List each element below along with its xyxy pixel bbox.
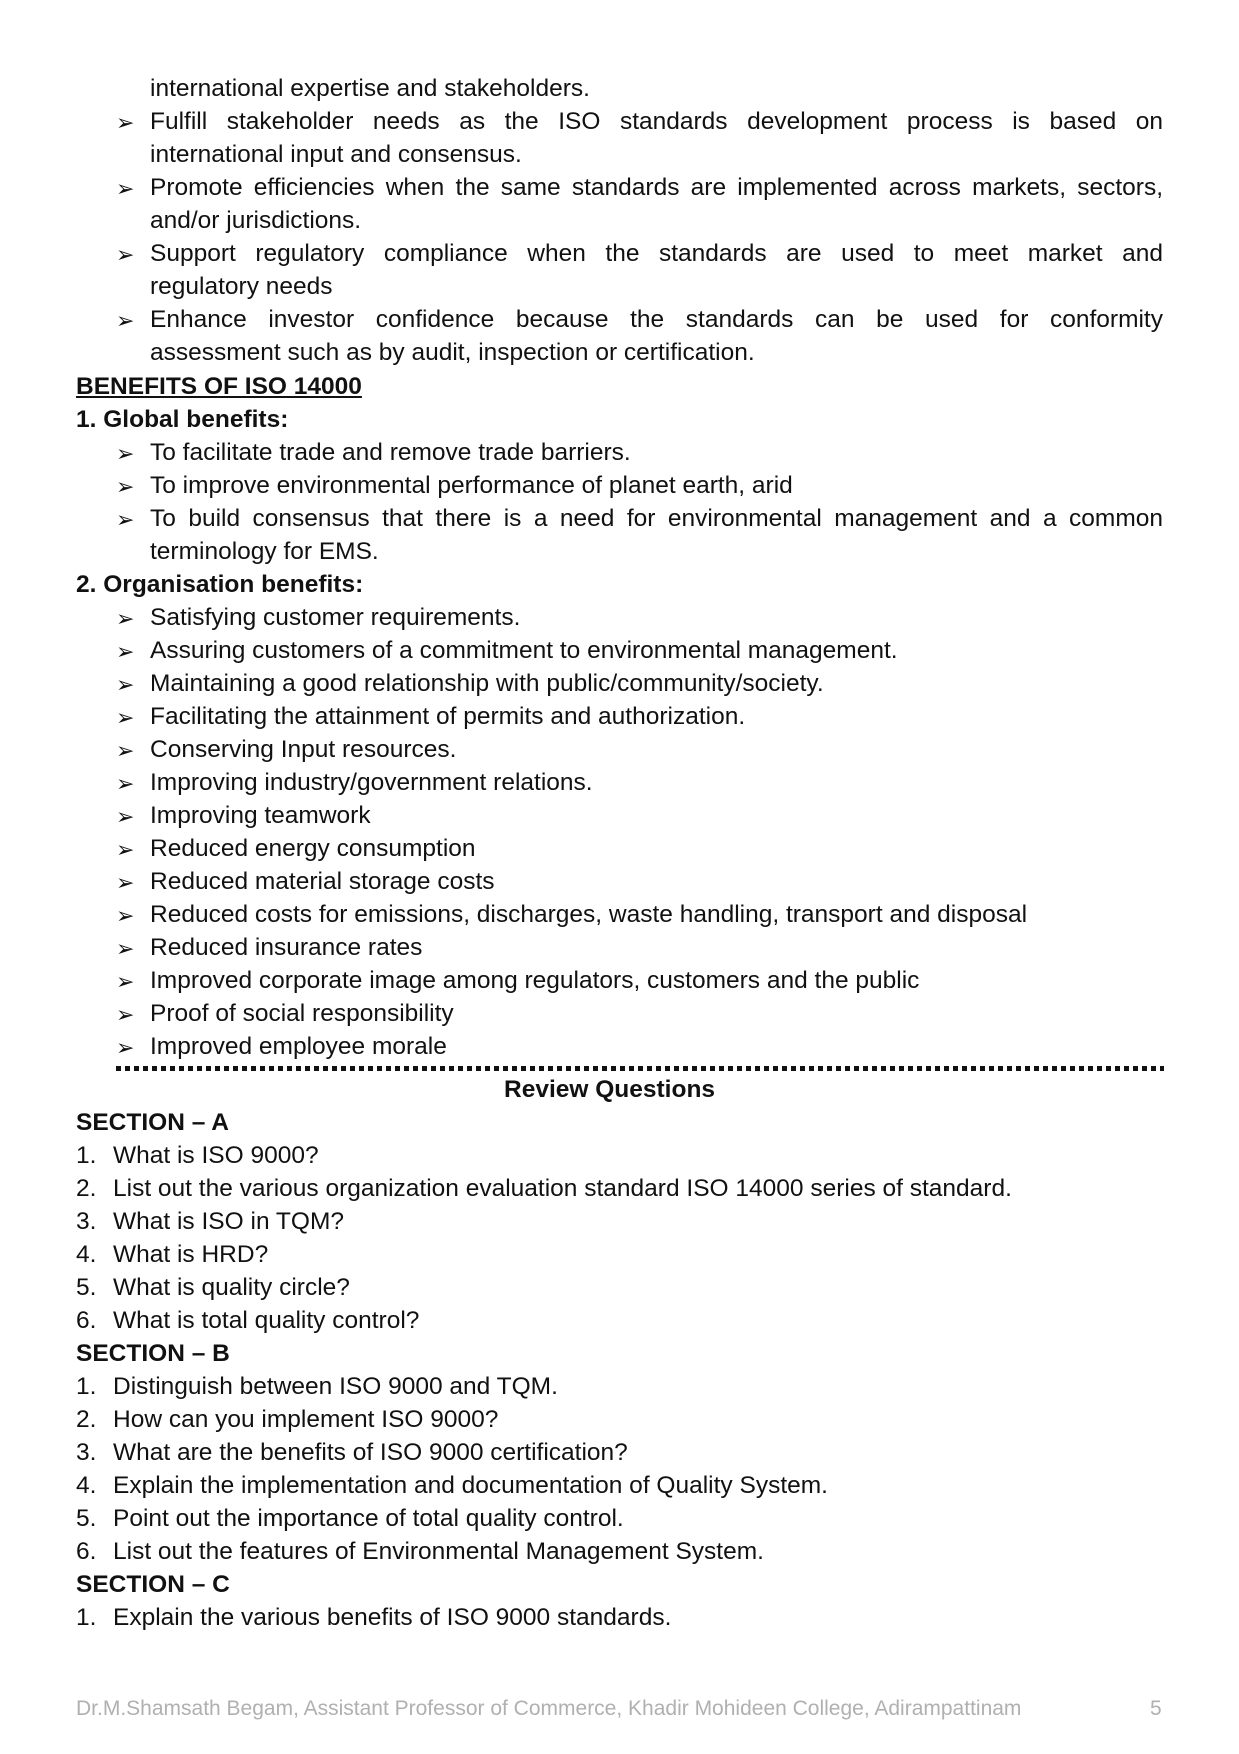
question-text: What are the benefits of ISO 9000 certification?	[113, 1439, 628, 1466]
list-item-continuation: terminology for EMS.	[150, 538, 379, 565]
list-item: To facilitate trade and remove trade barriers.	[150, 439, 631, 466]
question-number: 6.	[76, 1307, 97, 1334]
list-item: Improving teamwork	[150, 802, 371, 829]
question-text: List out the various organization evaluation standard ISO 14000 series of standard.	[113, 1175, 1012, 1202]
question-text: List out the features of Environmental Management System.	[113, 1538, 764, 1565]
list-item-continuation: and/or jurisdictions.	[150, 207, 362, 234]
question-text: Distinguish between ISO 9000 and TQM.	[113, 1373, 558, 1400]
list-item: Conserving Input resources.	[150, 736, 457, 763]
question-text: Explain the implementation and documentation of Quality System.	[113, 1472, 828, 1499]
benefits-heading: BENEFITS OF ISO 14000	[76, 373, 362, 400]
list-item: Reduced material storage costs	[150, 868, 495, 895]
global-benefits-heading: 1. Global benefits:	[76, 406, 289, 433]
question-text: What is total quality control?	[113, 1307, 420, 1334]
list-item: Reduced energy consumption	[150, 835, 476, 862]
organisation-benefits-heading: 2. Organisation benefits:	[76, 571, 364, 598]
bullet-arrow-icon: ➢	[116, 474, 135, 499]
question-text: Explain the various benefits of ISO 9000 standards.	[113, 1604, 672, 1631]
bullet-arrow-icon: ➢	[116, 1035, 135, 1060]
intro-continuation: international expertise and stakeholders.	[150, 75, 590, 102]
bullet-arrow-icon: ➢	[116, 903, 135, 928]
list-item: Satisfying customer requirements.	[150, 604, 521, 631]
bullet-arrow-icon: ➢	[116, 176, 135, 201]
bullet-arrow-icon: ➢	[116, 507, 135, 532]
bullet-arrow-icon: ➢	[116, 738, 135, 763]
bullet-arrow-icon: ➢	[116, 242, 135, 267]
list-item-continuation: assessment such as by audit, inspection or certification.	[150, 339, 755, 366]
section-a-title: SECTION – A	[76, 1109, 229, 1136]
question-text: Point out the importance of total quality control.	[113, 1505, 624, 1532]
question-number: 2.	[76, 1175, 97, 1202]
list-item: Improved employee morale	[150, 1033, 447, 1060]
bullet-arrow-icon: ➢	[116, 639, 135, 664]
list-item-continuation: international input and consensus.	[150, 141, 522, 168]
review-questions-title: Review Questions	[504, 1076, 716, 1103]
section-c-title: SECTION – C	[76, 1571, 230, 1598]
list-item: Improved corporate image among regulators, customers and the public	[150, 967, 920, 994]
bullet-arrow-icon: ➢	[116, 870, 135, 895]
question-text: What is HRD?	[113, 1241, 269, 1268]
question-number: 2.	[76, 1406, 97, 1433]
footer-page-number: 5	[1150, 1697, 1162, 1720]
bullet-arrow-icon: ➢	[116, 804, 135, 829]
question-number: 1.	[76, 1142, 97, 1169]
list-item: Facilitating the attainment of permits and authorization.	[150, 703, 746, 730]
question-text: What is ISO 9000?	[113, 1142, 319, 1169]
list-item: Enhance investor confidence because the standards can be used for conformity	[150, 306, 1163, 333]
list-item: Proof of social responsibility	[150, 1000, 454, 1027]
list-item: Support regulatory compliance when the standards are used to meet market and	[150, 240, 1163, 267]
question-number: 1.	[76, 1373, 97, 1400]
question-number: 5.	[76, 1274, 97, 1301]
question-number: 4.	[76, 1472, 97, 1499]
question-number: 3.	[76, 1439, 97, 1466]
bullet-arrow-icon: ➢	[116, 441, 135, 466]
question-text: What is ISO in TQM?	[113, 1208, 344, 1235]
list-item: Improving industry/government relations.	[150, 769, 593, 796]
footer-author: Dr.M.Shamsath Begam, Assistant Professor of Commerce, Khadir Mohideen College, Adirampattinam	[76, 1697, 1022, 1720]
bullet-arrow-icon: ➢	[116, 705, 135, 730]
question-number: 1.	[76, 1604, 97, 1631]
question-number: 5.	[76, 1505, 97, 1532]
question-number: 4.	[76, 1241, 97, 1268]
question-number: 6.	[76, 1538, 97, 1565]
bullet-arrow-icon: ➢	[116, 110, 135, 135]
bullet-arrow-icon: ➢	[116, 672, 135, 697]
bullet-arrow-icon: ➢	[116, 837, 135, 862]
section-b-title: SECTION – B	[76, 1340, 230, 1367]
list-item: Reduced costs for emissions, discharges, waste handling, transport and disposal	[150, 901, 1028, 928]
question-text: How can you implement ISO 9000?	[113, 1406, 499, 1433]
list-item: To build consensus that there is a need for environmental management and a common	[150, 505, 1163, 532]
bullet-arrow-icon: ➢	[116, 771, 135, 796]
dotted-divider	[116, 1066, 1164, 1071]
list-item: Maintaining a good relationship with public/community/society.	[150, 670, 824, 697]
bullet-arrow-icon: ➢	[116, 308, 135, 333]
bullet-arrow-icon: ➢	[116, 1002, 135, 1027]
list-item: To improve environmental performance of planet earth, arid	[150, 472, 793, 499]
bullet-arrow-icon: ➢	[116, 936, 135, 961]
list-item: Promote efficiencies when the same standards are implemented across markets, sectors,	[150, 174, 1163, 201]
list-item: Reduced insurance rates	[150, 934, 423, 961]
question-number: 3.	[76, 1208, 97, 1235]
list-item: Fulfill stakeholder needs as the ISO standards development process is based on	[150, 108, 1163, 135]
question-text: What is quality circle?	[113, 1274, 350, 1301]
bullet-arrow-icon: ➢	[116, 969, 135, 994]
list-item-continuation: regulatory needs	[150, 273, 333, 300]
bullet-arrow-icon: ➢	[116, 606, 135, 631]
list-item: Assuring customers of a commitment to environmental management.	[150, 637, 898, 664]
